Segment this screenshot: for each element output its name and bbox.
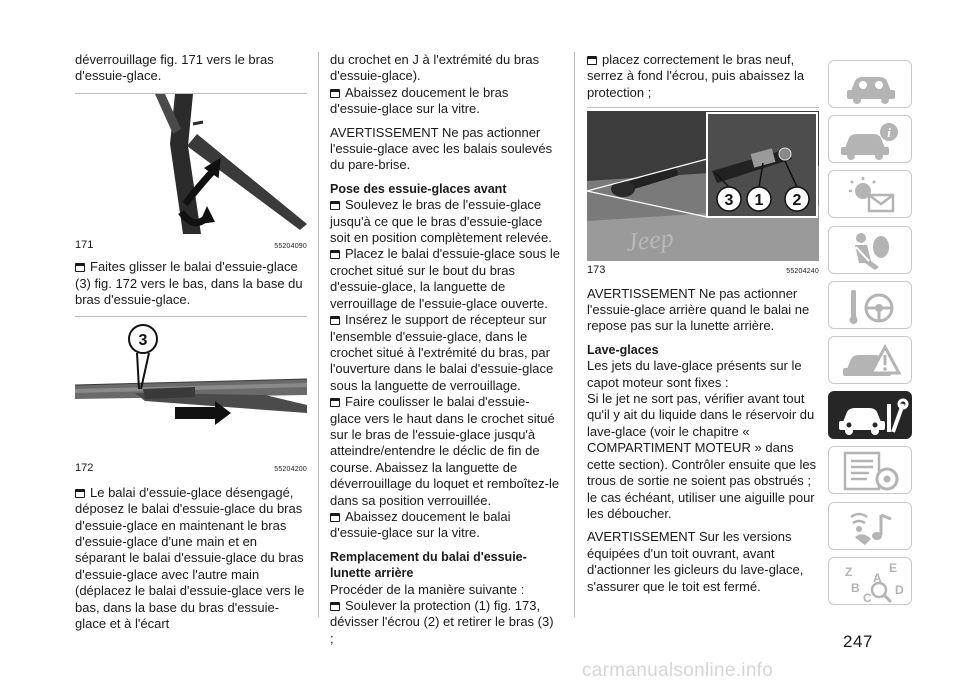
bullet-item: Faire coulisser le balai d'essuie-glace vers le haut dans le crochet situé sur le bras de l'essuie-glace jusqu'à atteindre/entendre le déclic de fin de course. Abaissez la languette de déverrouillage du loquet et remboîtez-le dans sa position verrouillée. bbox=[330, 394, 560, 508]
paragraph: Si le jet ne sort pas, vérifier avant tout qu'il y ait du liquide dans le réservoir du lave-glace (voir le chapitre « COMPARTIMENT MOTEUR » dans cette section). Contrôler ensuite que les trous de sortie ne soient pas obstrués ; le cas échéant, utiliser une aiguille pour les déboucher. bbox=[587, 391, 817, 521]
figure-divider bbox=[587, 107, 819, 108]
index-letter: E bbox=[889, 560, 898, 575]
section-heading: Lave-glaces bbox=[587, 342, 659, 357]
bullet-icon bbox=[75, 489, 85, 498]
column-divider bbox=[318, 52, 319, 617]
figure-172 bbox=[75, 317, 307, 478]
warning-text: AVERTISSEMENT Ne pas actionner l'essuie-glace avec les balais soulevés du pare-brise. bbox=[330, 124, 553, 173]
bullet-icon bbox=[330, 316, 340, 325]
nav-tab-safety[interactable] bbox=[828, 226, 912, 274]
watermark: carmanualsonline.info bbox=[582, 660, 774, 681]
index-letter: A bbox=[873, 570, 882, 585]
bullet-icon bbox=[587, 56, 597, 65]
bullet-icon bbox=[75, 263, 85, 272]
figure-caption bbox=[75, 460, 307, 478]
bullet-icon bbox=[330, 250, 340, 259]
steering-wheel-icon bbox=[829, 282, 913, 330]
index-letter: D bbox=[895, 582, 904, 597]
column-middle bbox=[330, 52, 560, 647]
callout-3: 3 bbox=[138, 332, 148, 350]
warning-text: AVERTISSEMENT Sur les versions équipées d'un toit ouvrant, avant d'actionner les gicleurs du lave-glace, s'assurer que le toit est fermé. bbox=[587, 529, 804, 594]
nav-tab-info[interactable] bbox=[828, 115, 912, 163]
warning-light-message-icon bbox=[829, 171, 913, 219]
bullet-icon bbox=[330, 398, 340, 407]
warning-text: AVERTISSEMENT Ne pas actionner l'essuie-glace arrière quand le balai ne repose pas sur la lunette arrière. bbox=[587, 285, 810, 334]
rear-wiper-arm-photo bbox=[587, 111, 819, 261]
chapter-nav bbox=[828, 60, 914, 612]
bullet-item: Soulever la protection (1) fig. 173, dévisser l'écrou (2) et retirer le bras (3) ; bbox=[330, 598, 554, 646]
bullet-item: Soulevez le bras de l'essuie-glace jusqu'à ce que le bras d'essuie-glace soit en position complètement relevée. bbox=[330, 197, 552, 246]
multimedia-icon bbox=[829, 503, 913, 551]
nav-tab-index[interactable] bbox=[828, 557, 912, 605]
bullet-item: Faites glisser le balai d'essuie-glace (3) fig. 172 vers le bas, dans la base du bras d'essuie-glace. bbox=[75, 259, 303, 308]
index-letter: C bbox=[863, 590, 872, 605]
nav-tab-dashboard[interactable] bbox=[828, 60, 912, 108]
bullet-icon bbox=[330, 89, 340, 98]
procedure-text: Procéder de la manière suivante : bbox=[330, 581, 525, 597]
nav-tab-multimedia[interactable] bbox=[828, 502, 912, 550]
car-maintenance-icon bbox=[829, 392, 913, 440]
paragraph: Les jets du lave-glace présents sur le capot moteur sont fixes : bbox=[587, 358, 802, 390]
continued-text: du crochet en J à l'extrémité du bras d'essuie-glace). bbox=[330, 52, 540, 84]
column-right bbox=[587, 52, 819, 595]
page-number: 247 bbox=[843, 632, 873, 651]
technical-data-icon bbox=[829, 447, 913, 495]
car-emergency-icon bbox=[829, 337, 913, 385]
wiper-arm-unlock-illustration bbox=[75, 94, 307, 236]
nav-tab-warning-lights[interactable] bbox=[828, 170, 912, 218]
svg-text:i: i bbox=[887, 125, 891, 141]
car-dashboard-icon bbox=[829, 61, 913, 109]
svg-text:Jeep: Jeep bbox=[624, 223, 675, 258]
nav-tab-emergency[interactable] bbox=[828, 336, 912, 384]
bullet-icon bbox=[330, 201, 340, 210]
callout-3: 3 bbox=[724, 192, 734, 210]
car-info-icon bbox=[829, 116, 913, 164]
figure-number: 172 bbox=[75, 462, 94, 475]
column-divider bbox=[574, 52, 575, 617]
bullet-item: Abaissez doucement le bras d'essuie-glace sur la vitre. bbox=[330, 84, 509, 117]
bullet-item: Placez le balai d'essuie-glace sous le crochet situé sur le bout du bras d'essuie-glace, la languette de verrouillage de l'essuie-glace ouverte. bbox=[330, 246, 560, 311]
intro-text: déverrouillage fig. 171 vers le bras d'essuie-glace. bbox=[75, 52, 274, 84]
callout-1: 1 bbox=[754, 192, 764, 210]
alphabetical-index-icon bbox=[829, 558, 913, 606]
nav-tab-driving[interactable] bbox=[828, 281, 912, 329]
bullet-item: Le balai d'essuie-glace désengagé, déposez le balai d'essuie-glace du bras d'essuie-glace en maintenant le bras d'essuie-glace d'une main et en séparant le balai d'essuie-glace du bras d'essuie-glace avec l'autre main (déplacez le balai d'essuie-glace vers le bas, dans la base du bras d'essuie-glace et à l'écart bbox=[75, 484, 305, 632]
section-heading: Remplacement du balai d'essuie-lunette arrière bbox=[330, 549, 527, 581]
bullet-item: Insérez le support de récepteur sur l'ensemble d'essuie-glace, dans le crochet situé à l'extrémité du bras, par l'ouverture dans le balai d'essuie-glace sous la languette de verrouillage. bbox=[330, 312, 554, 393]
section-heading: Pose des essuie-glaces avant bbox=[330, 181, 507, 196]
figure-caption bbox=[587, 262, 819, 280]
bullet-icon bbox=[330, 513, 340, 522]
figure-code: 55204090 bbox=[274, 242, 307, 250]
bullet-item: Abaissez doucement le balai d'essuie-glace sur la vitre. bbox=[330, 508, 511, 541]
index-letter: Z bbox=[845, 564, 853, 579]
figure-number: 173 bbox=[587, 264, 606, 277]
figure-code: 55204200 bbox=[274, 466, 307, 474]
bullet-item: placez correctement le bras neuf, serrez à fond l'écrou, puis abaissez la protection ; bbox=[587, 52, 805, 100]
figure-caption bbox=[75, 237, 307, 255]
nav-tab-technical-data[interactable] bbox=[828, 446, 912, 494]
figure-code: 55204240 bbox=[786, 268, 819, 276]
figure-number: 171 bbox=[75, 238, 94, 251]
column-left bbox=[75, 52, 307, 633]
nav-tab-maintenance[interactable] bbox=[828, 391, 912, 439]
figure-173 bbox=[587, 111, 819, 280]
index-letter: B bbox=[851, 580, 860, 595]
wiper-blade-removal-illustration bbox=[75, 317, 307, 459]
figure-171 bbox=[75, 94, 307, 255]
callout-2: 2 bbox=[792, 192, 802, 210]
bullet-icon bbox=[330, 602, 340, 611]
airbag-seatbelt-icon bbox=[829, 227, 913, 275]
